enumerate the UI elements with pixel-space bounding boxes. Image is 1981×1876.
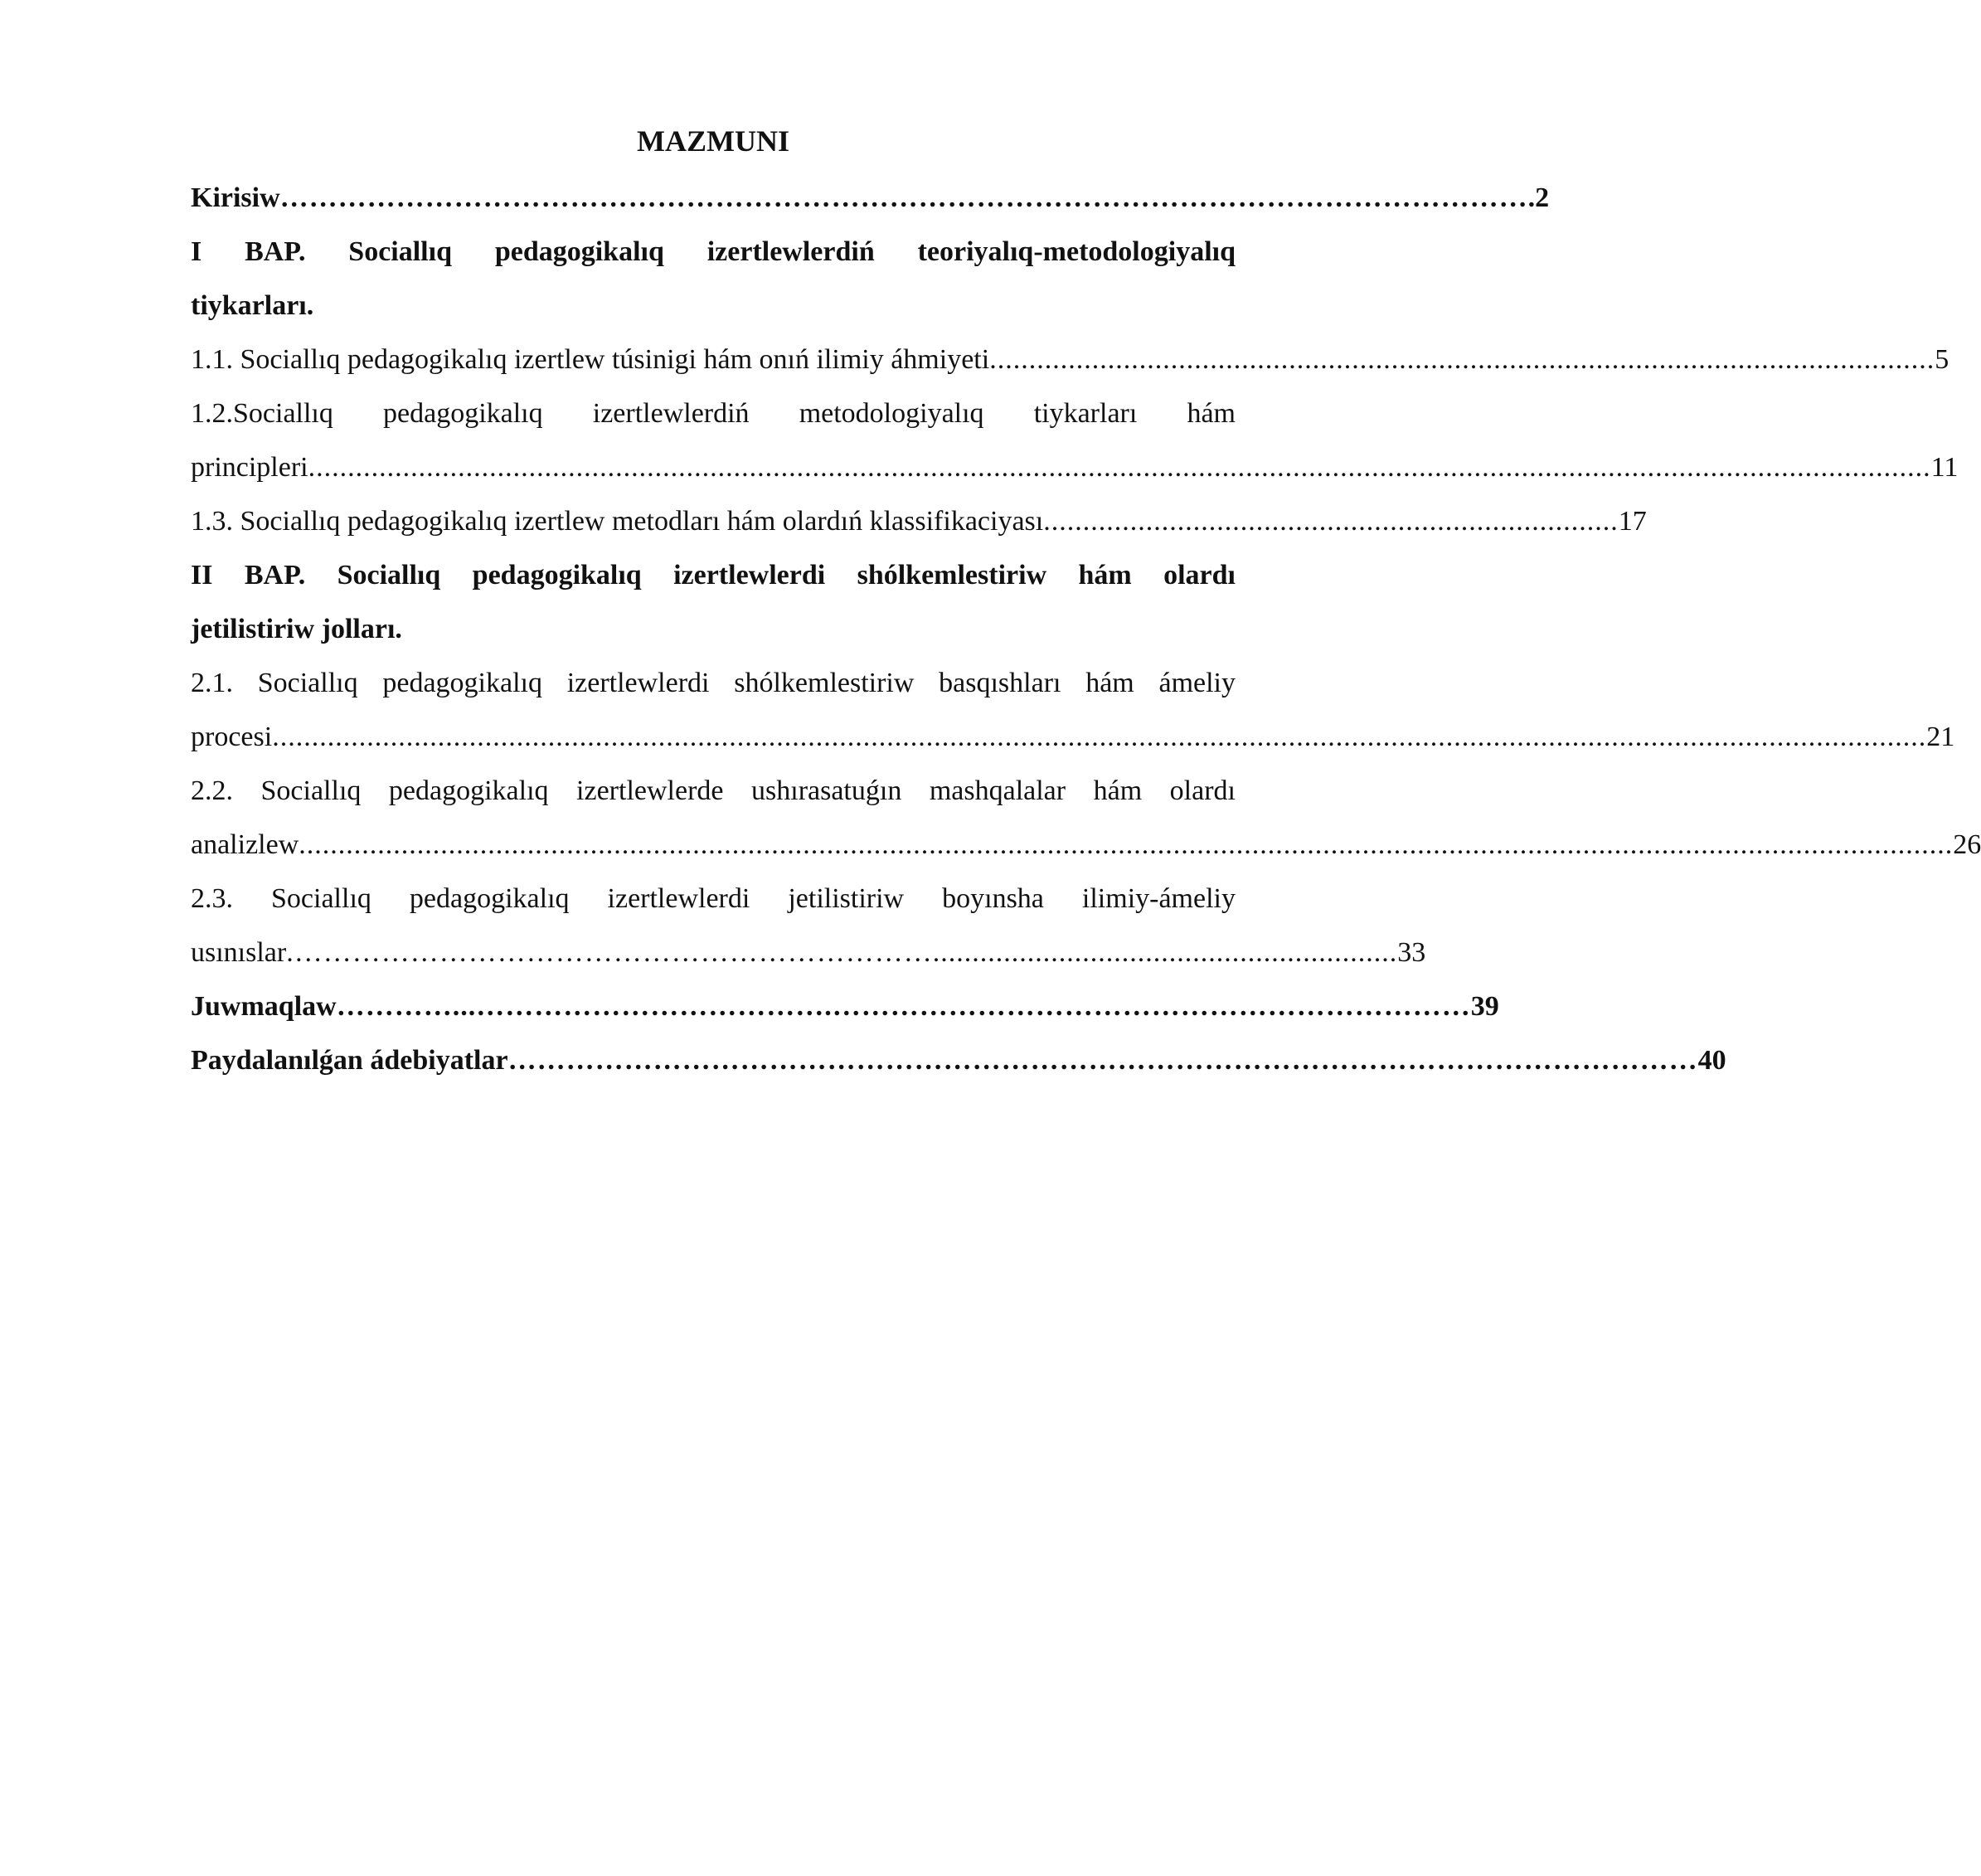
- dot-leader: ..................................................................................................................................................................................................................: [272, 722, 1927, 752]
- toc-entry-label: usınıslar: [191, 937, 287, 968]
- toc-entry-label: principleri: [191, 452, 308, 483]
- dot-leader: ........................................................................................................................: [989, 344, 1935, 375]
- toc-entry-1-3[interactable]: [191, 494, 1647, 548]
- dot-leader: .…………………………………………………………...........................................................: [286, 937, 1398, 968]
- toc-entry-2-3-line1[interactable]: 2.3. Sociallıq pedagogikalıq izertlewlerdi jetilistiriw boyınsha ilimiy-ámeliy: [191, 883, 1236, 914]
- toc-page-number: .2: [1527, 182, 1550, 213]
- toc-page-number: 11: [1930, 452, 1959, 483]
- dot-leader: …………………………………………………………………………………………………………………: [279, 182, 1528, 213]
- toc-entry-references[interactable]: [191, 1033, 1726, 1087]
- toc-page-number: 40: [1697, 1045, 1726, 1076]
- toc-entry-label: Paydalanılǵan ádebiyatlar: [191, 1045, 508, 1076]
- toc-entry-label: 1.1. Sociallıq pedagogikalıq izertlew túsinigi hám onıń ilimiy áhmiyeti: [191, 344, 990, 375]
- toc-entry-2-1-line1[interactable]: 2.1. Sociallıq pedagogikalıq izertlewlerdi shólkemlestiriw basqıshları hám ámeliy: [191, 668, 1236, 698]
- toc-entry-label: analizlew: [191, 829, 299, 860]
- toc-page-number: 17: [1618, 506, 1647, 537]
- toc-entry-introduction[interactable]: [191, 171, 1550, 225]
- toc-entry-conclusion[interactable]: [191, 979, 1499, 1033]
- dot-leader: ..............................................................................................................................................................................................................: [308, 452, 1931, 483]
- dot-leader: …………...……………………………….…………………………………………………………: [336, 991, 1471, 1022]
- toc-entry-2-1-line2[interactable]: [191, 710, 1955, 764]
- toc-page-number: 5: [1935, 344, 1949, 375]
- toc-entry-label: Juwmaqlaw: [191, 991, 337, 1022]
- toc-entry-2-2-line2[interactable]: [191, 818, 1981, 872]
- toc-page-number: 21: [1926, 722, 1955, 752]
- toc-page-number: 26: [1953, 829, 1981, 860]
- table-of-contents: [191, 123, 1981, 1087]
- chapter-2-heading-line1[interactable]: II BAP. Sociallıq pedagogikalıq izertlewlerdi shólkemlestiriw hám olardı: [191, 560, 1236, 591]
- toc-page-number: 33: [1397, 937, 1426, 968]
- dot-leader: .........................................................................: [1043, 506, 1619, 537]
- toc-entry-label: 1.3. Sociallıq pedagogikalıq izertlew metodları hám olardıń klassifikaciyası: [191, 506, 1044, 537]
- dot-leader: ..................................................................................................................................................................................................................: [299, 829, 1954, 860]
- page-title: MAZMUNI: [637, 124, 789, 158]
- dot-leader: ……………………………………………………………………………………………………………: [507, 1045, 1698, 1076]
- toc-entry-1-2-line1[interactable]: 1.2.Sociallıq pedagogikalıq izertlewlerdiń metodologiyalıq tiykarları hám: [191, 398, 1236, 429]
- toc-entry-2-3-line2[interactable]: [191, 926, 1426, 979]
- toc-entry-1-1[interactable]: [191, 333, 1949, 386]
- chapter-2-heading-line2[interactable]: jetilistiriw jolları.: [191, 614, 402, 644]
- toc-entry-1-2-line2[interactable]: [191, 440, 1959, 494]
- toc-entry-label: Kirisiw: [191, 182, 280, 213]
- toc-entry-label: procesi: [191, 722, 273, 752]
- toc-entry-2-2-line1[interactable]: 2.2. Sociallıq pedagogikalıq izertlewlerde ushırasatuǵın mashqalalar hám olardı: [191, 775, 1236, 806]
- chapter-1-heading-line2[interactable]: tiykarları.: [191, 290, 314, 321]
- chapter-1-heading-line1[interactable]: I BAP. Sociallıq pedagogikalıq izertlewlerdiń teoriyalıq-metodologiyalıq: [191, 236, 1236, 267]
- toc-page-number: 39: [1470, 991, 1499, 1022]
